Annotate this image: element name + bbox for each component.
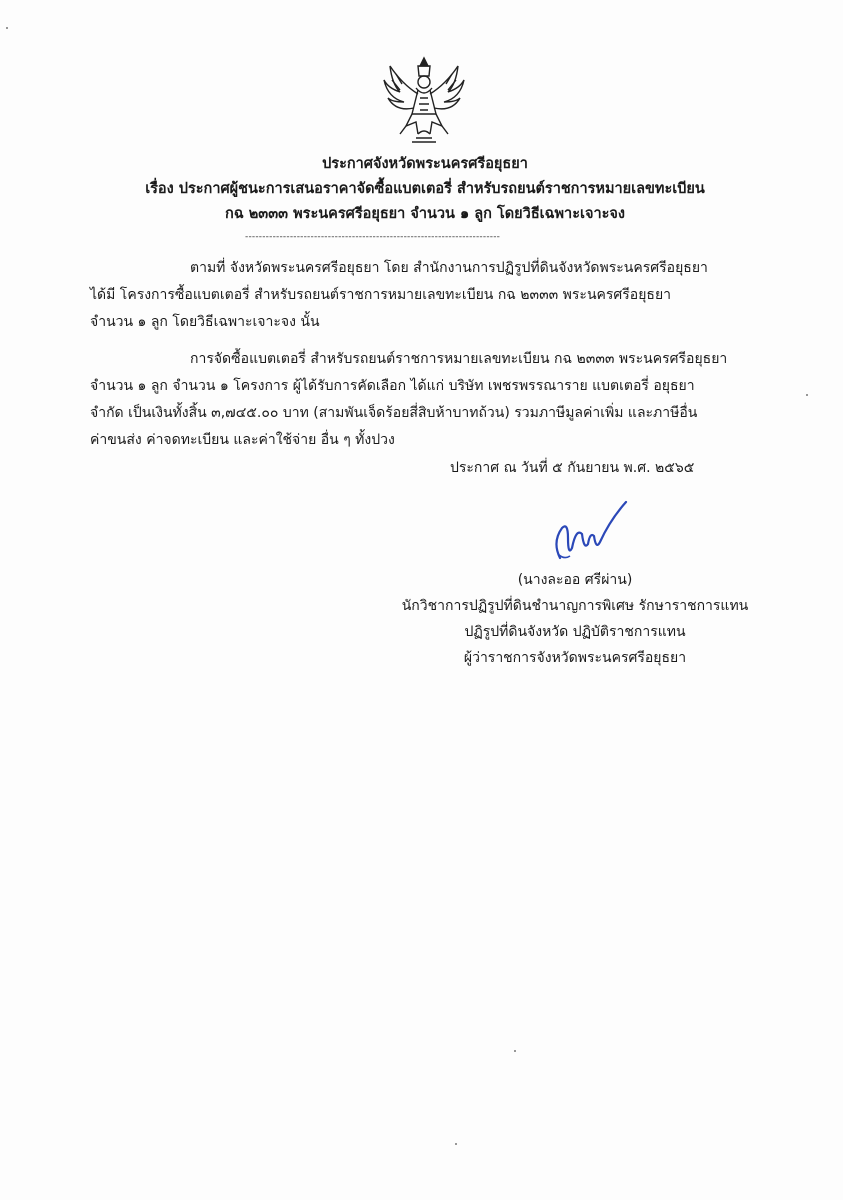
- announcement-title: [100, 152, 750, 227]
- title-line-3: กฉ ๒๓๓๓ พระนครศรีอยุธยา จำนวน ๑ ลูก โดยวิธีเฉพาะเจาะจง: [225, 206, 625, 222]
- signer-block: [380, 567, 770, 671]
- garuda-emblem-icon: [382, 54, 466, 146]
- signer-position: นักวิชาการปฏิรูปที่ดินชำนาญการพิเศษ รักษาราชการแทน: [401, 598, 749, 614]
- separator-line: --------------------------------------------------------------------------: [245, 233, 501, 242]
- paragraph-2: [90, 346, 750, 454]
- handwritten-signature-icon: [548, 498, 628, 568]
- paragraph-2-line: จำนวน ๑ ลูก จำนวน ๑ โครงการ ผู้ได้รับการคัดเลือก ได้แก่ บริษัท เพชรพรรณาราย แบตเตอรี่ อยุธยา: [90, 378, 695, 394]
- paragraph-2-line: ค่าขนส่ง ค่าจดทะเบียน และค่าใช้จ่าย อื่น ๆ ทั้งปวง: [90, 432, 395, 448]
- announcement-date: ประกาศ ณ วันที่ ๕ กันยายน พ.ศ. ๒๕๖๕: [450, 460, 695, 476]
- paragraph-1-line: ตามที่ จังหวัดพระนครศรีอยุธยา โดย สำนักงานการปฏิรูปที่ดินจังหวัดพระนครศรีอยุธยา: [190, 260, 708, 276]
- scan-speck: [455, 1143, 457, 1145]
- signer-position: ผู้ว่าราชการจังหวัดพระนครศรีอยุธยา: [463, 650, 687, 666]
- paragraph-1: [90, 255, 750, 336]
- scan-speck: [806, 394, 808, 396]
- title-line-1: ประกาศจังหวัดพระนครศรีอยุธยา: [322, 156, 528, 172]
- paragraph-1-line: จำนวน ๑ ลูก โดยวิธีเฉพาะเจาะจง นั้น: [90, 314, 320, 330]
- scan-speck: [6, 27, 8, 29]
- signer-position: ปฏิรูปที่ดินจังหวัด ปฏิบัติราชการแทน: [464, 624, 686, 640]
- paragraph-1-line: ได้มี โครงการซื้อแบตเตอรี่ สำหรับรถยนต์ราชการหมายเลขทะเบียน กฉ ๒๓๓๓ พระนครศรีอยุธยา: [90, 287, 672, 303]
- title-line-2: เรื่อง ประกาศผู้ชนะการเสนอราคาจัดซื้อแบตเตอรี่ สำหรับรถยนต์ราชการหมายเลขทะเบียน: [145, 181, 705, 197]
- paragraph-2-line: การจัดซื้อแบตเตอรี่ สำหรับรถยนต์ราชการหมายเลขทะเบียน กฉ ๒๓๓๓ พระนครศรีอยุธยา: [190, 351, 728, 367]
- scan-speck: [514, 1050, 516, 1052]
- signer-name: (นางละออ ศรีผ่าน): [517, 572, 633, 588]
- paragraph-2-line: จำกัด เป็นเงินทั้งสิ้น ๓,๗๔๕.๐๐ บาท (สามพันเจ็ดร้อยสี่สิบห้าบาทถ้วน) รวมภาษีมูลค่าเพิ่ม และภาษีอื่น: [90, 405, 698, 421]
